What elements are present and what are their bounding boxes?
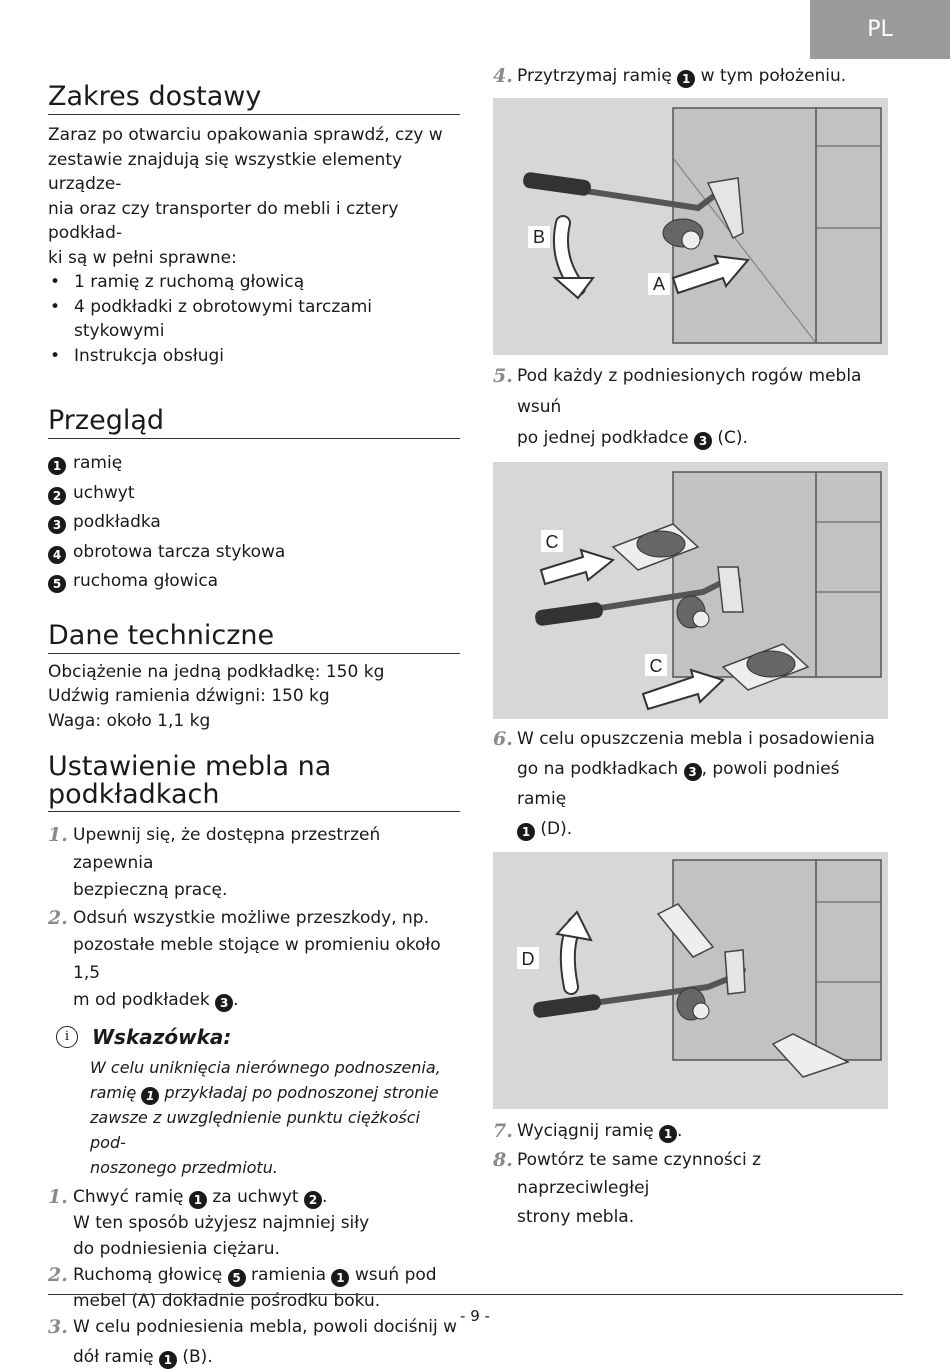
note-line — [90, 1080, 460, 1105]
part-number-badge: 3 — [48, 516, 66, 534]
step-text-part: (C). — [717, 428, 748, 448]
note-body — [48, 1055, 460, 1180]
part-label: podkładka — [73, 512, 161, 532]
part-number-badge: 3 — [684, 763, 702, 781]
step-text — [517, 62, 893, 90]
step-item — [493, 1117, 893, 1146]
delivery-intro — [48, 123, 460, 270]
step-item — [493, 724, 893, 844]
step-text-part: Ruchomą głowicę — [73, 1264, 223, 1285]
part-number-badge: 1 — [48, 457, 66, 475]
step-text-part: (B). — [182, 1346, 213, 1367]
step-text-part: . — [322, 1186, 328, 1207]
spec-line: Udźwig ramienia dźwigni: 150 kg — [48, 686, 330, 706]
footer-divider — [48, 1294, 903, 1295]
step-text: W ten sposób użyjesz najmniej siły — [73, 1212, 370, 1233]
step-text-part: wsuń pod — [354, 1264, 437, 1285]
delivery-heading: Zakres dostawy — [48, 82, 460, 115]
part-number-badge: 1 — [141, 1087, 159, 1105]
part-number-badge: 1 — [189, 1191, 207, 1209]
part-label: uchwyt — [73, 482, 135, 503]
part-number-badge: 1 — [659, 1125, 677, 1143]
note-line: zawsze z uwzględnienie punktu ciężkości pod- — [90, 1107, 420, 1152]
figure-lower-furniture — [493, 852, 888, 1109]
step-text-part: Przytrzymaj ramię — [517, 66, 672, 86]
step-text: Upewnij się, że dostępna przestrzeń zapewnia — [73, 825, 381, 873]
step-text: do podniesienia ciężaru. — [73, 1238, 280, 1259]
list-item — [48, 538, 460, 568]
step-text-part: , powoli podnieś ramię — [517, 759, 840, 809]
part-number-badge: 5 — [228, 1269, 246, 1287]
step-text — [517, 423, 893, 454]
step-item — [493, 1146, 893, 1232]
note-line: W celu uniknięcia nierównego podnoszenia, — [90, 1057, 441, 1077]
step-text — [517, 814, 893, 844]
list-item — [48, 508, 460, 538]
step-number: 2. — [48, 906, 68, 929]
step-item — [493, 361, 893, 454]
list-item — [48, 449, 460, 479]
step-text: Pod każdy z podniesionych rogów mebla wsuń — [517, 366, 862, 417]
part-number-badge: 2 — [48, 487, 66, 505]
right-column — [493, 62, 893, 1231]
delivery-list — [48, 270, 460, 368]
list-item — [48, 567, 460, 597]
step-text-part: . — [677, 1121, 683, 1141]
step-number: 4. — [493, 65, 513, 87]
step-text: pozostałe meble stojące w promieniu około 1,5 — [73, 935, 441, 983]
step-item — [48, 822, 460, 905]
illustration-pads — [493, 462, 888, 719]
list-item: • 1 ramię z ruchomą głowicą — [48, 270, 460, 295]
step-text-part: w tym położeniu. — [700, 66, 847, 86]
part-number-badge: 1 — [159, 1351, 177, 1369]
step-number: 5. — [493, 365, 513, 387]
part-number-badge: 1 — [331, 1269, 349, 1287]
step-text — [73, 1262, 460, 1288]
step-text — [73, 1344, 460, 1370]
list-item: • 4 podkładki z obrotowymi tarczami stykowymi — [48, 295, 460, 344]
list-item — [48, 479, 460, 509]
prep-steps — [48, 822, 460, 1015]
final-steps — [493, 1117, 893, 1231]
delivery-intro-line: nia oraz czy transporter do mebli i cztery podkład- — [48, 198, 399, 243]
delivery-intro-line: zestawie znajdują się wszystkie elementy urządze- — [48, 149, 403, 194]
list-item: • Instrukcja obsługi — [48, 344, 460, 369]
step-text: W celu podniesienia mebla, powoli dociśnij w — [73, 1316, 457, 1337]
step-number: 3. — [48, 1315, 68, 1338]
figure-label: A — [652, 274, 666, 294]
step-text: bezpieczną pracę. — [73, 880, 228, 900]
step-text: mebel (A) dokładnie pośrodku boku. — [73, 1290, 381, 1311]
delivery-intro-line: ki są w pełni sprawne: — [48, 247, 237, 268]
step-item — [48, 1184, 460, 1262]
step-text-part: m od podkładek — [73, 990, 210, 1010]
delivery-intro-line: Zaraz po otwarciu opakowania sprawdź, czy w — [48, 125, 443, 145]
part-label: ramię — [73, 453, 123, 473]
step-text — [73, 1184, 460, 1210]
setup-heading — [48, 753, 460, 812]
note-text-part: przykładaj po podnoszonej stronie — [164, 1082, 439, 1102]
step-item — [48, 905, 460, 1015]
figure-slide-pads — [493, 462, 888, 719]
step-number: 7. — [493, 1120, 513, 1142]
part-number-badge: 2 — [304, 1191, 322, 1209]
note-line: noszonego przedmiotu. — [90, 1157, 278, 1177]
tech-specs — [48, 660, 460, 734]
part-number-badge: 5 — [48, 575, 66, 593]
part-number-badge: 3 — [215, 994, 233, 1012]
illustration-lift — [493, 98, 888, 355]
figure-label: C — [545, 532, 559, 552]
step-text-part: (D). — [540, 819, 573, 839]
figure-lift-arm — [493, 98, 888, 355]
figure-label: B — [532, 227, 546, 247]
overview-heading: Przegląd — [48, 406, 460, 439]
tech-heading: Dane techniczne — [48, 621, 460, 654]
step-number: 2. — [48, 1263, 68, 1286]
part-number-badge: 1 — [677, 70, 695, 88]
left-column — [48, 82, 460, 1370]
step-text: Powtórz te same czynności z naprzeciwległej — [517, 1149, 762, 1198]
step-text-part: Wyciągnij ramię — [517, 1121, 654, 1141]
setup-heading-line1: Ustawienie mebla na — [48, 751, 332, 782]
step-item — [48, 1262, 460, 1314]
step-text-part: po jednej podkładce — [517, 428, 689, 448]
step-number: 1. — [48, 824, 68, 846]
spec-line: Obciążenie na jedną podkładkę: 150 kg — [48, 661, 385, 682]
figure-label: D — [521, 949, 535, 969]
setup-heading-line2: podkładkach — [48, 779, 220, 810]
spec-line: Waga: około 1,1 kg — [48, 710, 211, 731]
step-number: 1. — [48, 1185, 68, 1208]
part-number-badge: 1 — [517, 823, 535, 841]
step-text: strony mebla. — [517, 1206, 635, 1227]
step-text — [517, 754, 893, 814]
step-text-part: dół ramię — [73, 1346, 154, 1367]
part-label: ruchoma głowica — [73, 571, 219, 591]
page-number: - 9 - — [460, 1307, 490, 1325]
step-text-part: Chwyć ramię — [73, 1186, 184, 1207]
step-number: 6. — [493, 728, 513, 750]
part-number-badge: 4 — [48, 546, 66, 564]
overview-list — [48, 449, 460, 597]
step-text: W celu opuszczenia mebla i posadowienia — [517, 729, 875, 749]
step-item — [493, 62, 893, 90]
figure-label: C — [649, 656, 663, 676]
step-text-part: go na podkładkach — [517, 759, 679, 779]
note-text-part: ramię — [90, 1082, 137, 1102]
lift-steps — [48, 1184, 460, 1370]
step-text-part: . — [233, 990, 239, 1010]
step-number: 8. — [493, 1148, 513, 1171]
step-text — [73, 987, 460, 1015]
step-text-part: ramienia — [251, 1264, 327, 1285]
step-text-part: za uchwyt — [212, 1186, 299, 1207]
step-text: Odsuń wszystkie możliwe przeszkody, np. — [73, 907, 429, 928]
illustration-lower — [493, 852, 888, 1109]
info-icon: i — [56, 1026, 78, 1048]
note-header — [48, 1025, 460, 1049]
language-tab: PL — [810, 0, 950, 59]
part-label: obrotowa tarcza stykowa — [73, 541, 286, 562]
note-title: Wskazówka: — [92, 1024, 232, 1049]
step-text — [517, 1117, 893, 1146]
part-number-badge: 3 — [694, 432, 712, 450]
